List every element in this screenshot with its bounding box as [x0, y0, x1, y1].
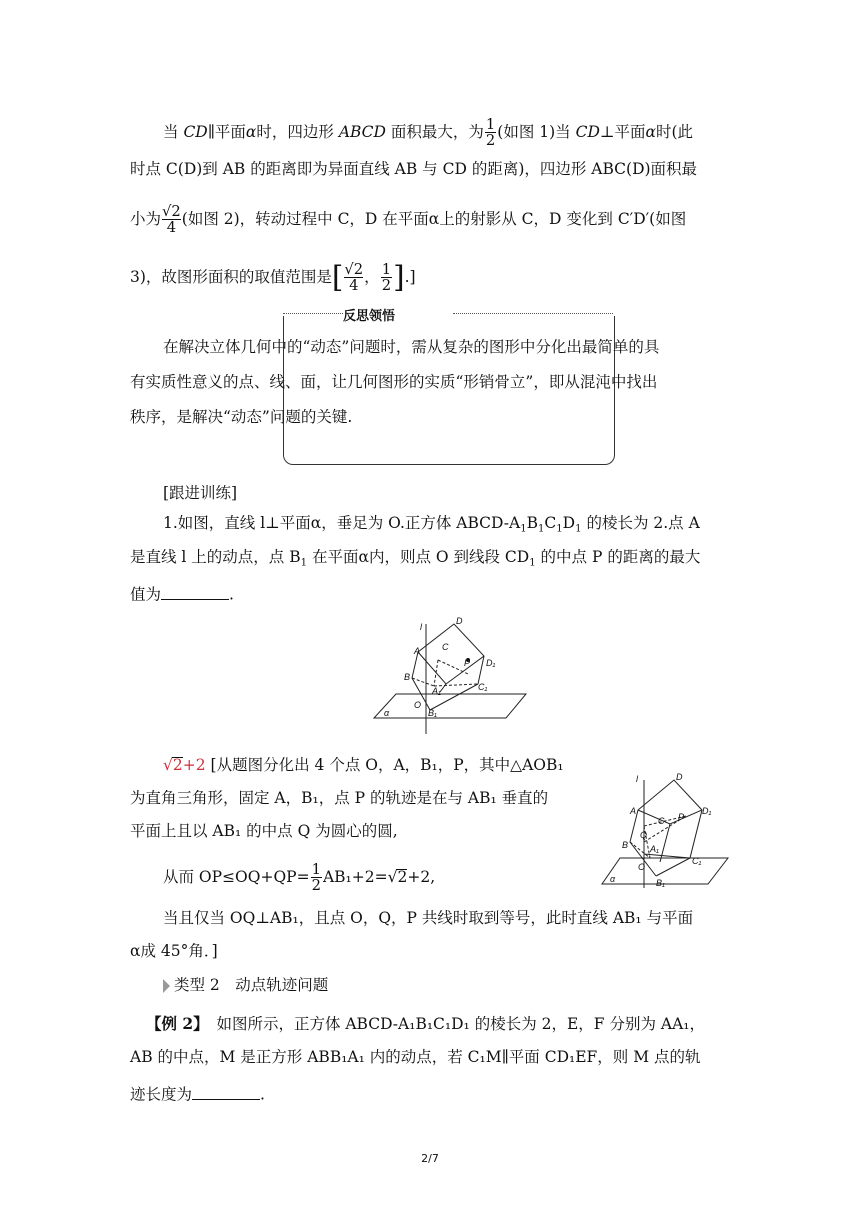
text: ABCD — [338, 122, 386, 141]
fraction — [381, 262, 392, 294]
text: ， — [364, 267, 380, 286]
text: α — [245, 122, 257, 141]
bracket-left: [ — [331, 260, 344, 295]
text-line — [130, 1083, 265, 1103]
figure-label: D — [456, 616, 463, 626]
text: 类型 2 动点轨迹问题 — [174, 976, 329, 994]
text: 的中点 P 的距离的最大 — [535, 548, 701, 566]
subscript: 1 — [520, 523, 527, 535]
text: (如图 2)，转动过程中 C，D 在平面α上的射影从 C，D 变化到 C′D′(如图 — [181, 209, 687, 228]
text: CD — [183, 122, 208, 141]
text-line: 为直角三角形，固定 A，B₁，点 P 的轨迹是在与 AB₁ 垂直的 — [130, 789, 549, 807]
box-top-border — [283, 313, 343, 314]
text: 当 — [163, 122, 184, 141]
figure-label: B — [404, 672, 411, 682]
radicand: 2 — [397, 867, 408, 886]
text-line: 从而 OP≤OQ+QP= $\frac{1}{2}$ AB₁+2=√2+2, — [163, 861, 436, 895]
text: ∥平面 — [207, 122, 246, 141]
text: 从而 OP≤OQ+QP= — [163, 867, 310, 886]
text: 如图所示，正方体 ABCD-A₁B₁C₁D₁ 的棱长为 2，E，F 分别为 AA₁， — [200, 1015, 706, 1033]
figure-label: A₁ — [650, 844, 659, 854]
text: C — [544, 514, 557, 532]
figure-label: P — [464, 658, 471, 668]
answer-blank — [161, 583, 229, 600]
text-line — [146, 1016, 705, 1033]
plane-alpha — [374, 694, 526, 718]
cube-figure-2 — [598, 766, 732, 890]
figure-1-labels — [384, 616, 495, 718]
figure-label: P — [678, 812, 685, 822]
text: D — [562, 514, 576, 532]
reflect-label: 反思领悟 — [343, 309, 396, 324]
figure-label: l — [636, 774, 638, 784]
fraction — [485, 117, 496, 149]
fraction — [162, 204, 181, 236]
text-line: 时点 C(D)到 AB 的距离即为异面直线 AB 与 CD 的距离)，四边形 ABC(D)面积最 — [130, 160, 698, 178]
text: 小为 — [130, 209, 162, 228]
denominator: 2 — [311, 877, 321, 895]
type-heading — [163, 978, 328, 994]
figure-label: O — [638, 862, 646, 872]
text: 是直线 l 上的动点，点 B — [130, 548, 301, 566]
text-line: AB 的中点，M 是正方形 ABB₁A₁ 内的动点，若 C₁M∥平面 CD₁EF，则 M 点的轨 — [130, 1048, 701, 1066]
figure-label: A₁ — [432, 686, 441, 696]
text-line — [130, 550, 700, 569]
figure-label: B — [622, 840, 629, 850]
text-line: 在解决立体几何中的“动态”问题时，需从复杂的图形中分化出最简单的具 — [163, 338, 660, 356]
text: 1.如图，直线 l⊥平面α，垂足为 O.正方体 ABCD-A — [163, 514, 521, 532]
text: [从题图分化出 4 个点 O，A，B₁，P，其中△AOB₁ — [205, 756, 564, 774]
cube-edges — [412, 624, 484, 710]
denominator: 2 — [381, 277, 392, 295]
text-line — [130, 583, 234, 603]
figure-label: α — [610, 874, 616, 884]
figure-2-labels — [610, 772, 711, 888]
text: 面积最大，为 — [385, 122, 484, 141]
text: .] — [404, 267, 416, 286]
text: CD — [575, 122, 600, 141]
bracket-right: ] — [393, 260, 405, 295]
text-line: 秩序，是解决“动态”问题的关键. — [130, 408, 353, 426]
text-line: 有实质性意义的点、线、面，让几何图形的实质“形销骨立”，即从混沌中找出 — [130, 373, 658, 391]
numerator: 1 — [381, 261, 392, 278]
fraction — [344, 262, 363, 294]
figure-label: C₁ — [478, 682, 488, 692]
figure-label: A — [414, 646, 421, 656]
figure-label: B₁ — [428, 708, 437, 718]
text: 在平面α内，则点 O 到线段 CD — [307, 548, 530, 566]
figure-label: D — [676, 772, 683, 782]
numerator: 1 — [485, 116, 496, 133]
denominator: 4 — [344, 277, 363, 293]
subscript: 1 — [529, 557, 536, 569]
figure-label: C — [442, 642, 449, 652]
cube-figure-1 — [368, 612, 532, 738]
figure-label: α — [384, 708, 390, 718]
text: 时(此 — [655, 122, 694, 141]
fraction — [311, 862, 322, 894]
text: 时，四边形 — [256, 122, 339, 141]
text: . — [260, 1085, 265, 1104]
section-heading: [跟进训练] — [163, 484, 238, 502]
figure-label: B₁ — [656, 878, 665, 888]
denominator: 2 — [485, 132, 496, 150]
text-line — [163, 516, 700, 535]
example-tag: 【例 2】 — [146, 1014, 201, 1033]
subscript: 1 — [556, 523, 563, 535]
text: . — [229, 585, 234, 604]
denominator: 4 — [162, 219, 181, 235]
text: α — [645, 122, 656, 141]
text-line — [130, 262, 416, 294]
text: ⊥平面 — [599, 122, 646, 141]
answer-blank — [192, 1083, 260, 1100]
subscript: 1 — [575, 523, 582, 535]
text: +2, — [407, 867, 436, 886]
text: 的棱长为 2.点 A — [581, 514, 700, 532]
figure-label: Q — [640, 830, 648, 840]
text-line: 当且仅当 OQ⊥AB₁，且点 O，Q，P 共线时取到等号，此时直线 AB₁ 与平面 — [163, 909, 694, 927]
radicand: 2 — [172, 756, 183, 774]
figure-label: O — [414, 700, 422, 710]
text-line: 平面上且以 AB₁ 的中点 Q 为圆心的圆, — [130, 822, 398, 840]
text-line — [130, 204, 686, 236]
figure-label: C₁ — [692, 856, 702, 866]
subscript: 1 — [300, 557, 308, 569]
text: 值为 — [130, 585, 162, 604]
text-line — [163, 117, 693, 149]
text: (如图 1)当 — [497, 122, 576, 141]
figure-label: C — [658, 816, 665, 826]
text: AB₁+2= — [322, 867, 388, 886]
text-line: α成 45°角．] — [130, 942, 218, 960]
figure-label: D₁ — [486, 658, 496, 668]
text: B — [526, 514, 538, 532]
box-top-border — [453, 313, 613, 314]
numerator: 1 — [311, 861, 321, 878]
page-number: 2/7 — [421, 1152, 439, 1165]
text: +2 — [182, 756, 206, 774]
text: 3)，故图形面积的取值范围是 — [130, 267, 332, 286]
figure-label: D₁ — [702, 806, 712, 816]
numerator: √2 — [344, 261, 364, 278]
answer-value: √2+2 — [163, 756, 206, 774]
figure-label: l — [420, 622, 422, 632]
text: 迹长度为 — [130, 1085, 193, 1104]
text-line — [163, 757, 564, 774]
triangle-marker-icon — [163, 979, 170, 993]
subscript: 1 — [537, 523, 545, 535]
figure-label: A — [630, 806, 637, 816]
numerator: √2 — [162, 203, 181, 220]
